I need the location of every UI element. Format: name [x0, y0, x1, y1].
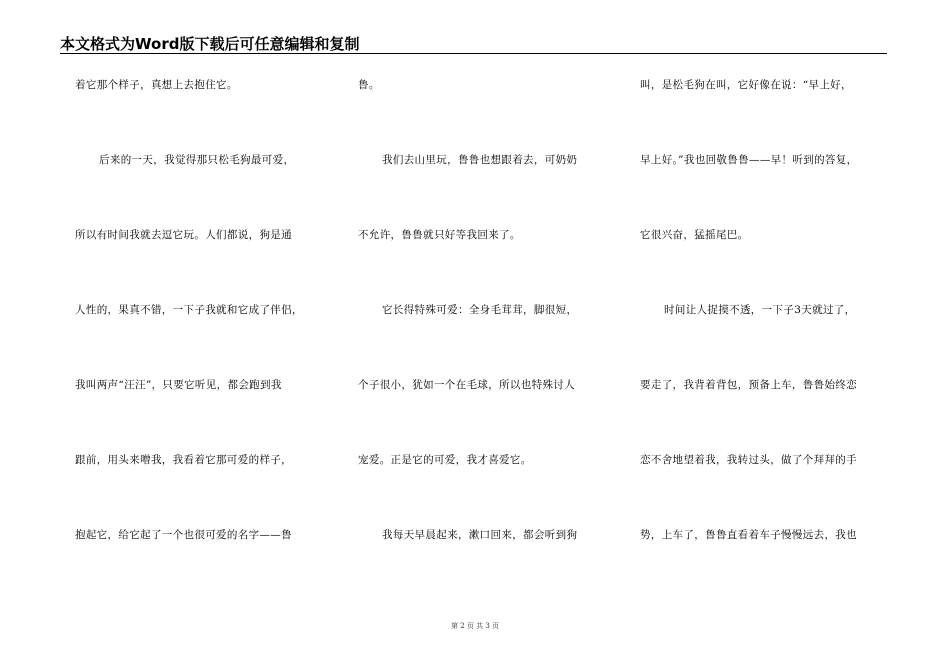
text-column-2 [358, 0, 603, 672]
text-line: 势，上车了，鲁鲁直看着车子慢慢远去，我也 [640, 529, 857, 541]
text-line: 我叫两声“汪汪”，只要它听见，都会跑到我 [75, 379, 282, 391]
text-line: 时间让人捉摸不透，一下子3天就过了， [664, 304, 856, 316]
text-line: 我们去山里玩，鲁鲁也想跟着去，可奶奶 [382, 154, 578, 166]
text-line: 抱起它，给它起了一个也很可爱的名字——鲁 [75, 529, 292, 541]
text-line: 个子很小，犹如一个在毛球，所以也特殊讨人 [358, 379, 575, 391]
text-line: 要走了，我背着背包，预备上车，鲁鲁始终恋 [640, 379, 857, 391]
text-column-1 [75, 0, 330, 672]
text-line: 我每天早晨起来，漱口回来，都会听到狗 [382, 529, 578, 541]
text-line: 它很兴奋，猛摇尾巴。 [640, 229, 749, 241]
text-line: 跟前，用头来噌我，我看着它那可爱的样子， [75, 454, 292, 466]
text-column-3 [640, 0, 890, 672]
text-line: 它长得特殊可爱：全身毛茸茸，脚很短， [382, 304, 578, 316]
text-line: 着它那个样子，真想上去抱住它。 [75, 79, 238, 91]
text-line: 不允许，鲁鲁就只好等我回来了。 [358, 229, 521, 241]
text-line: 恋不舍地望着我，我转过头，做了个拜拜的手 [640, 454, 857, 466]
text-line: 鲁。 [358, 79, 380, 91]
text-line: 宠爱。正是它的可爱，我才喜爱它。 [358, 454, 532, 466]
text-line: 后来的一天，我觉得那只松毛狗最可爱， [99, 154, 295, 166]
text-line: 人性的，果真不错，一下子我就和它成了伴侣， [75, 304, 303, 316]
header-title: 本文格式为Word版下载后可任意编辑和复制 [60, 35, 360, 53]
text-line: 早上好。”我也回敬鲁鲁——早！听到的答复， [640, 154, 858, 166]
text-line: 所以有时间我就去逗它玩。人们都说，狗是通 [75, 229, 292, 241]
text-line: 叫，是松毛狗在叫，它好像在说：“早上好， [640, 79, 852, 91]
page-number: 第 2 页 共 3 页 [450, 622, 500, 630]
